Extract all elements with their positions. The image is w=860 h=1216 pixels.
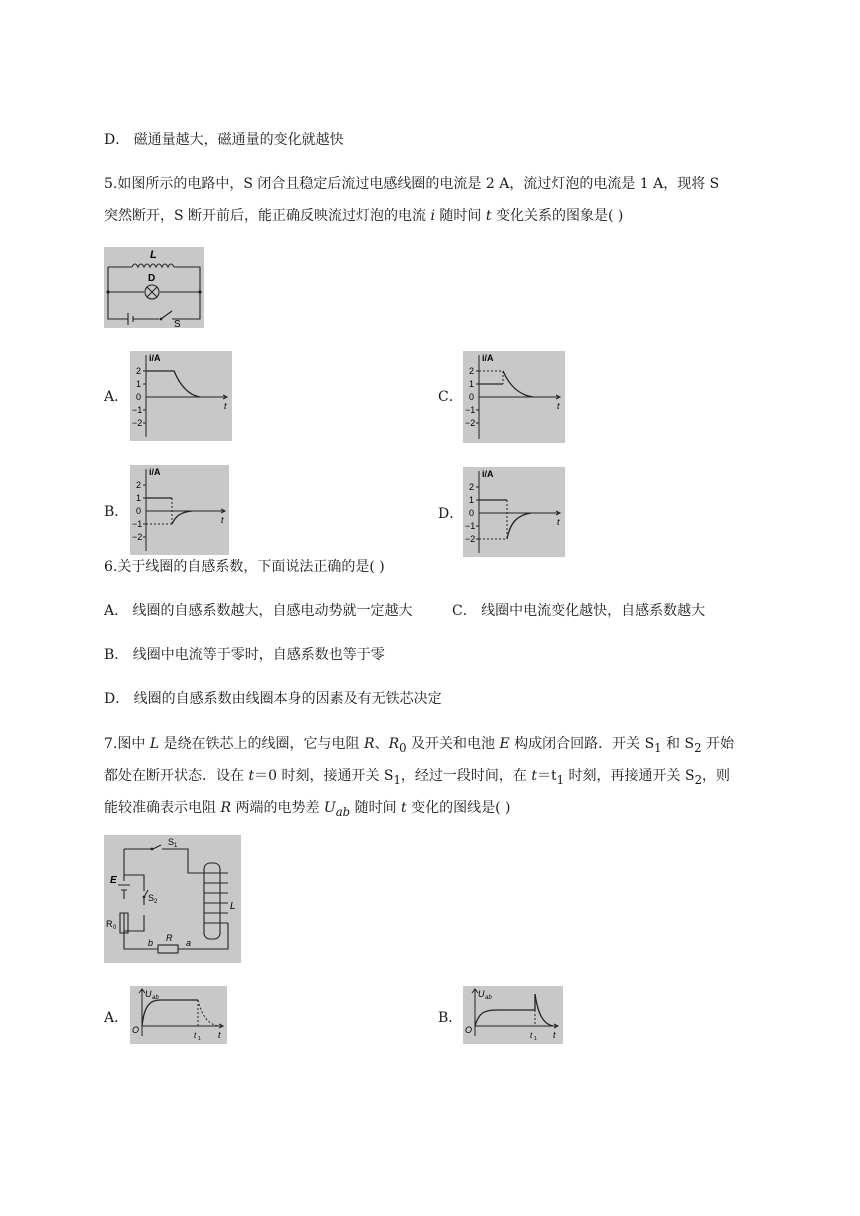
- svg-text:−2: −2: [132, 532, 143, 542]
- q5-inductor-label: L: [150, 249, 157, 261]
- q5-stem-line2: 突然断开，S 断开前后，能正确反映流过灯泡的电流 i 随时间 t 变化关系的图象是( ): [104, 208, 624, 224]
- q6-option-c: C． 线圈中电流变化越快，自感系数越大: [452, 603, 706, 619]
- svg-text:2: 2: [136, 480, 142, 490]
- svg-text:2: 2: [469, 482, 475, 492]
- q5-option-b-graph: [130, 465, 229, 555]
- svg-text:U: U: [478, 989, 485, 999]
- svg-text:U: U: [145, 989, 152, 999]
- q5-stem-line1: 5.如图所示的电路中，S 闭合且稳定后流过电感线圈的电流是 2 A，流过灯泡的电流是 1 A，现将 S: [104, 176, 720, 192]
- q6-option-d: D． 线圈的自感系数由线圈本身的因素及有无铁芯决定: [104, 691, 442, 707]
- svg-text:i/A: i/A: [482, 353, 494, 363]
- svg-text:L: L: [230, 901, 236, 912]
- svg-text:2: 2: [136, 366, 142, 376]
- svg-text:t: t: [553, 1030, 556, 1040]
- svg-text:i/A: i/A: [482, 469, 494, 479]
- svg-text:R: R: [106, 919, 113, 929]
- svg-text:1: 1: [174, 843, 178, 849]
- svg-text:E: E: [110, 875, 117, 886]
- q4-option-d: D． 磁通量越大，磁通量的变化就越快: [104, 132, 344, 148]
- svg-text:t: t: [557, 517, 560, 527]
- q5-option-a-graph: [130, 351, 232, 441]
- svg-text:2: 2: [469, 366, 475, 376]
- q7-stem-line1: 7.图中 L 是绕在铁芯上的线圈，它与电阻 R、$R_0$ 及开关和电池 E 构成闭合回路．开关 $S_1$ 和 $S_2$ 开始: [104, 736, 734, 755]
- svg-text:a: a: [186, 938, 192, 948]
- q5-switch-label: S: [174, 319, 181, 328]
- svg-text:1: 1: [136, 379, 142, 389]
- svg-text:−1: −1: [132, 519, 143, 529]
- q7-stem-line2: 都处在断开状态．设在 t＝0 时刻，接通开关 $S_1$，经过一段时间，在 $t=t_1$ 时刻，再接通开关 $S_2$，则: [104, 768, 730, 787]
- svg-text:ab: ab: [485, 995, 492, 1001]
- q5-option-d-graph: [463, 467, 565, 557]
- svg-text:S: S: [168, 837, 175, 847]
- svg-text:t: t: [218, 1030, 221, 1040]
- q5-option-a-label: A．: [104, 389, 129, 405]
- q7-option-b-label: B．: [438, 1010, 463, 1026]
- svg-text:−2: −2: [465, 534, 476, 544]
- svg-text:1: 1: [534, 1036, 537, 1042]
- svg-text:0: 0: [136, 506, 142, 516]
- q5-option-b-label: B．: [104, 504, 129, 520]
- svg-text:0: 0: [113, 925, 117, 931]
- svg-text:t: t: [194, 1031, 197, 1040]
- q5-lamp-label: D: [148, 273, 156, 284]
- svg-text:S: S: [148, 893, 155, 903]
- q5-circuit-figure: [104, 247, 204, 328]
- q5-option-c-label: C．: [438, 389, 463, 405]
- svg-text:i/A: i/A: [149, 467, 161, 477]
- q7-option-a-label: A．: [104, 1010, 129, 1026]
- svg-text:R: R: [166, 933, 173, 943]
- svg-text:−1: −1: [465, 521, 476, 531]
- svg-text:0: 0: [469, 392, 475, 402]
- q7-option-a-graph: [130, 986, 227, 1044]
- svg-text:i/A: i/A: [149, 353, 161, 363]
- svg-text:O: O: [132, 1025, 140, 1035]
- q5-option-c-graph: [463, 351, 565, 443]
- svg-text:−2: −2: [465, 418, 476, 428]
- svg-text:−2: −2: [132, 418, 143, 428]
- svg-text:ab: ab: [152, 995, 159, 1001]
- q7-stem-line3: 能较准确表示电阻 R 两端的电势差 $U_{ab}$ 随时间 t 变化的图线是( ): [104, 800, 511, 819]
- svg-text:1: 1: [136, 493, 142, 503]
- svg-text:1: 1: [469, 495, 475, 505]
- svg-text:2: 2: [154, 899, 158, 905]
- svg-text:−1: −1: [132, 405, 143, 415]
- svg-text:t: t: [530, 1031, 533, 1040]
- svg-text:t: t: [224, 401, 227, 411]
- svg-text:b: b: [148, 938, 154, 948]
- svg-text:0: 0: [136, 392, 142, 402]
- q6-stem: 6.关于线圈的自感系数，下面说法正确的是( ): [104, 559, 385, 575]
- q7-option-b-graph: [463, 986, 563, 1044]
- svg-text:1: 1: [198, 1036, 201, 1042]
- q7-circuit-figure: [104, 835, 241, 963]
- svg-text:−1: −1: [465, 405, 476, 415]
- q6-option-b: B． 线圈中电流等于零时，自感系数也等于零: [104, 647, 385, 663]
- svg-text:O: O: [465, 1025, 473, 1035]
- q5-option-d-label: D．: [438, 506, 464, 522]
- svg-text:t: t: [221, 515, 224, 525]
- svg-text:1: 1: [469, 379, 475, 389]
- svg-text:0: 0: [469, 508, 475, 518]
- svg-text:t: t: [557, 401, 560, 411]
- q6-option-a: A． 线圈的自感系数越大，自感电动势就一定越大: [104, 603, 413, 619]
